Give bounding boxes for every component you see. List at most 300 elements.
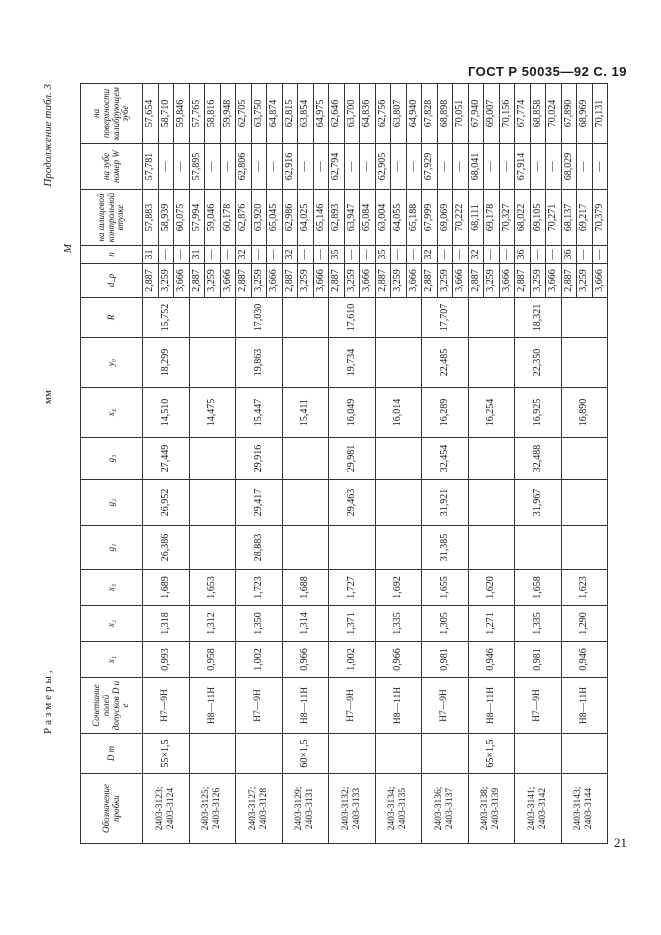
cell-n: — xyxy=(313,246,329,264)
cell-fields: H7—9H xyxy=(422,678,469,734)
cell-r: 18,321 xyxy=(515,298,562,338)
cell-m1: 63,920 xyxy=(251,190,267,246)
header-x1: x₁ xyxy=(81,642,143,678)
cell-m2: 57,895 xyxy=(189,144,205,190)
cell-m1: 64,055 xyxy=(391,190,407,246)
cell-m1: 57,883 xyxy=(143,190,159,246)
cell-m2: — xyxy=(267,144,283,190)
cell-x3: 1,723 xyxy=(236,570,283,606)
cell-g3 xyxy=(468,438,515,480)
cell-g1 xyxy=(329,526,376,570)
cell-m2: 62,905 xyxy=(375,144,391,190)
cell-x1: 0,981 xyxy=(422,642,469,678)
cell-m2: — xyxy=(298,144,314,190)
cell-n: 35 xyxy=(329,246,345,264)
cell-m1: 63,004 xyxy=(375,190,391,246)
cell-x3: 1,655 xyxy=(422,570,469,606)
table-body xyxy=(143,84,608,844)
cell-d-m xyxy=(236,734,283,774)
cell-m2: — xyxy=(251,144,267,190)
cell-fields: H8—11H xyxy=(189,678,236,734)
cell-m1: 69,105 xyxy=(530,190,546,246)
cell-n: — xyxy=(344,246,360,264)
cell-dp: 3,259 xyxy=(577,264,593,298)
cell-x2: 1,314 xyxy=(282,606,329,642)
cell-m3: 58,816 xyxy=(205,84,221,144)
cell-n: — xyxy=(174,246,190,264)
cell-n: — xyxy=(158,246,174,264)
cell-fields: H7—9H xyxy=(329,678,376,734)
cell-r xyxy=(561,298,608,338)
cell-m3: 69,007 xyxy=(484,84,500,144)
cell-m1: 57,994 xyxy=(189,190,205,246)
table-row xyxy=(515,84,531,844)
table-row xyxy=(468,84,484,844)
cell-fields: H8—11H xyxy=(468,678,515,734)
cell-m1: 70,379 xyxy=(592,190,608,246)
data-table xyxy=(80,83,608,844)
cell-designation: 2403-3136; 2403-3137 xyxy=(422,774,469,844)
cell-n: — xyxy=(592,246,608,264)
cell-x3: 1,620 xyxy=(468,570,515,606)
header-m-calib: на поверхности калибрующем зубе xyxy=(81,84,143,144)
cell-x1: 0,981 xyxy=(515,642,562,678)
cell-m1: 62,986 xyxy=(282,190,298,246)
cell-x3: 1,688 xyxy=(282,570,329,606)
cell-m3: 62,756 xyxy=(375,84,391,144)
cell-g1 xyxy=(468,526,515,570)
cell-g3: 32,454 xyxy=(422,438,469,480)
cell-m2: — xyxy=(344,144,360,190)
cell-g1 xyxy=(561,526,608,570)
cell-m3: 62,815 xyxy=(282,84,298,144)
cell-m2: — xyxy=(406,144,422,190)
cell-g2 xyxy=(189,480,236,526)
table-row xyxy=(561,84,577,844)
cell-n: — xyxy=(205,246,221,264)
cell-m3: 70,156 xyxy=(499,84,515,144)
cell-dp: 2,887 xyxy=(329,264,345,298)
cell-m2: 57,781 xyxy=(143,144,159,190)
cell-x2: 1,305 xyxy=(422,606,469,642)
cell-d-m: 65×1,5 xyxy=(468,734,515,774)
cell-x1: 0,946 xyxy=(561,642,608,678)
cell-dp: 3,259 xyxy=(391,264,407,298)
cell-y0 xyxy=(189,338,236,388)
cell-n: — xyxy=(267,246,283,264)
header-g3: g₃ xyxy=(81,438,143,480)
cell-x2: 1,335 xyxy=(515,606,562,642)
cell-m2: — xyxy=(360,144,376,190)
cell-g3 xyxy=(189,438,236,480)
cell-m3: 67,940 xyxy=(468,84,484,144)
cell-m2: 68,029 xyxy=(561,144,577,190)
cell-m3: 70,131 xyxy=(592,84,608,144)
header-fields: Сочетание полей допусков D и e xyxy=(81,678,143,734)
header-m-tooth: на зубе номер W xyxy=(81,144,143,190)
cell-x3: 1,653 xyxy=(189,570,236,606)
cell-designation: 2403-3143; 2403-3144 xyxy=(561,774,608,844)
cell-y0: 19,734 xyxy=(329,338,376,388)
cell-n: — xyxy=(360,246,376,264)
cell-dp: 2,887 xyxy=(422,264,438,298)
cell-m1: 65,045 xyxy=(267,190,283,246)
cell-fields: H8—11H xyxy=(561,678,608,734)
cell-x3: 1,692 xyxy=(375,570,422,606)
table-row xyxy=(375,84,391,844)
cell-m2: — xyxy=(313,144,329,190)
cell-r xyxy=(189,298,236,338)
cell-dp: 3,259 xyxy=(205,264,221,298)
cell-n: — xyxy=(298,246,314,264)
cell-n: 32 xyxy=(236,246,252,264)
cell-m3: 63,750 xyxy=(251,84,267,144)
dimensions-text: Размеры, xyxy=(42,667,54,734)
cell-x4: 14,510 xyxy=(143,388,190,438)
cell-g2: 31,967 xyxy=(515,480,562,526)
cell-g2: 31,921 xyxy=(422,480,469,526)
cell-m2: 62,794 xyxy=(329,144,345,190)
cell-dp: 3,259 xyxy=(298,264,314,298)
cell-m3: 63,700 xyxy=(344,84,360,144)
cell-x2: 1,318 xyxy=(143,606,190,642)
cell-g3: 29,981 xyxy=(329,438,376,480)
cell-x4: 16,925 xyxy=(515,388,562,438)
header-d-m: D m xyxy=(81,734,143,774)
cell-designation: 2403-3138; 2403-3139 xyxy=(468,774,515,844)
cell-m3: 64,874 xyxy=(267,84,283,144)
cell-x2: 1,371 xyxy=(329,606,376,642)
cell-y0: 18,299 xyxy=(143,338,190,388)
cell-m3: 62,705 xyxy=(236,84,252,144)
cell-m3: 68,858 xyxy=(530,84,546,144)
table-row xyxy=(422,84,438,844)
cell-n: 32 xyxy=(468,246,484,264)
header-x3: x₃ xyxy=(81,570,143,606)
unit-label: мм xyxy=(42,390,54,404)
header-g2: g₂ xyxy=(81,480,143,526)
cell-m1: 60,178 xyxy=(220,190,236,246)
cell-m3: 64,940 xyxy=(406,84,422,144)
cell-m3: 70,051 xyxy=(453,84,469,144)
table-row xyxy=(329,84,345,844)
header-y0: y₀ xyxy=(81,338,143,388)
cell-x4: 16,254 xyxy=(468,388,515,438)
cell-x3: 1,623 xyxy=(561,570,608,606)
cell-n: — xyxy=(530,246,546,264)
m-group-label: M xyxy=(62,244,74,254)
cell-m3: 68,969 xyxy=(577,84,593,144)
cell-x4: 16,014 xyxy=(375,388,422,438)
cell-m2: 62,806 xyxy=(236,144,252,190)
cell-d-m xyxy=(329,734,376,774)
cell-dp: 3,666 xyxy=(220,264,236,298)
rotated-table-area xyxy=(42,84,608,844)
cell-m2: 68,041 xyxy=(468,144,484,190)
header-x2: x₂ xyxy=(81,606,143,642)
cell-m2: — xyxy=(546,144,562,190)
cell-m1: 70,271 xyxy=(546,190,562,246)
cell-y0 xyxy=(468,338,515,388)
cell-x2: 1,312 xyxy=(189,606,236,642)
cell-m1: 67,999 xyxy=(422,190,438,246)
header-x4: x₄ xyxy=(81,388,143,438)
cell-designation: 2403-3129; 2403-3131 xyxy=(282,774,329,844)
cell-g2 xyxy=(282,480,329,526)
cell-dp: 3,666 xyxy=(406,264,422,298)
cell-m1: 65,188 xyxy=(406,190,422,246)
cell-d-m xyxy=(375,734,422,774)
cell-y0: 22,350 xyxy=(515,338,562,388)
cell-dp: 2,887 xyxy=(561,264,577,298)
cell-d-m: 55×1,5 xyxy=(143,734,190,774)
header-designation: Обозначение пробки xyxy=(81,774,143,844)
cell-y0: 19,863 xyxy=(236,338,283,388)
cell-x4: 15,447 xyxy=(236,388,283,438)
cell-x4: 16,890 xyxy=(561,388,608,438)
cell-m1: 70,327 xyxy=(499,190,515,246)
cell-m2: 62,916 xyxy=(282,144,298,190)
cell-m3: 67,774 xyxy=(515,84,531,144)
cell-y0: 22,485 xyxy=(422,338,469,388)
cell-r: 15,752 xyxy=(143,298,190,338)
cell-dp: 3,666 xyxy=(453,264,469,298)
cell-n: 36 xyxy=(515,246,531,264)
cell-n: 35 xyxy=(375,246,391,264)
table-row xyxy=(282,84,298,844)
cell-designation: 2403-3141; 2403-3142 xyxy=(515,774,562,844)
cell-dp: 3,259 xyxy=(158,264,174,298)
table-row xyxy=(236,84,252,844)
cell-n: 31 xyxy=(189,246,205,264)
cell-m1: 59,046 xyxy=(205,190,221,246)
cell-g3: 32,488 xyxy=(515,438,562,480)
cell-m1: 68,111 xyxy=(468,190,484,246)
cell-m1: 69,069 xyxy=(437,190,453,246)
cell-dp: 3,259 xyxy=(484,264,500,298)
cell-m1: 69,217 xyxy=(577,190,593,246)
cell-dp: 3,666 xyxy=(267,264,283,298)
cell-m2: — xyxy=(174,144,190,190)
cell-g1: 28,883 xyxy=(236,526,283,570)
cell-x4: 16,289 xyxy=(422,388,469,438)
cell-m1: 65,146 xyxy=(313,190,329,246)
cell-g2: 26,952 xyxy=(143,480,190,526)
cell-dp: 2,887 xyxy=(515,264,531,298)
header-g1: g₁ xyxy=(81,526,143,570)
cell-n: — xyxy=(220,246,236,264)
cell-n: — xyxy=(453,246,469,264)
cell-x2: 1,271 xyxy=(468,606,515,642)
cell-g2: 29,463 xyxy=(329,480,376,526)
cell-m2: — xyxy=(499,144,515,190)
cell-g3: 27,449 xyxy=(143,438,190,480)
cell-r: 17,030 xyxy=(236,298,283,338)
cell-m2: — xyxy=(592,144,608,190)
cell-x2: 1,335 xyxy=(375,606,422,642)
cell-m1: 68,022 xyxy=(515,190,531,246)
cell-dp: 3,666 xyxy=(313,264,329,298)
cell-m2: — xyxy=(391,144,407,190)
cell-dp: 3,666 xyxy=(546,264,562,298)
table-row xyxy=(143,84,159,844)
cell-n: — xyxy=(437,246,453,264)
cell-fields: H7—9H xyxy=(236,678,283,734)
cell-m1: 69,178 xyxy=(484,190,500,246)
cell-dp: 2,887 xyxy=(375,264,391,298)
cell-g1 xyxy=(282,526,329,570)
cell-d-m xyxy=(422,734,469,774)
cell-n: — xyxy=(391,246,407,264)
cell-g1: 31,385 xyxy=(422,526,469,570)
header-dp: d_p xyxy=(81,264,143,298)
cell-dp: 3,666 xyxy=(360,264,376,298)
cell-n: 31 xyxy=(143,246,159,264)
page-header: ГОСТ Р 50035—92 С. 19 xyxy=(467,64,627,79)
continuation-label: Продолжение табл. 3 xyxy=(42,84,54,187)
cell-m3: 63,807 xyxy=(391,84,407,144)
cell-m2: — xyxy=(577,144,593,190)
cell-x1: 1,002 xyxy=(236,642,283,678)
cell-m1: 68,137 xyxy=(561,190,577,246)
cell-m3: 58,710 xyxy=(158,84,174,144)
cell-fields: H8—11H xyxy=(282,678,329,734)
cell-designation: 2403-3123; 2403-3124 xyxy=(143,774,190,844)
cell-designation: 2403-3132; 2403-3133 xyxy=(329,774,376,844)
cell-m2: — xyxy=(205,144,221,190)
cell-m2: — xyxy=(484,144,500,190)
cell-n: 36 xyxy=(561,246,577,264)
cell-r xyxy=(468,298,515,338)
cell-g3 xyxy=(561,438,608,480)
cell-x1: 0,993 xyxy=(143,642,190,678)
cell-g2 xyxy=(468,480,515,526)
rotated-content xyxy=(42,84,608,844)
cell-x1: 0,966 xyxy=(375,642,422,678)
cell-x1: 0,946 xyxy=(468,642,515,678)
cell-dp: 2,887 xyxy=(189,264,205,298)
header-row xyxy=(81,84,143,844)
cell-m3: 57,654 xyxy=(143,84,159,144)
cell-y0 xyxy=(282,338,329,388)
cell-m1: 65,084 xyxy=(360,190,376,246)
cell-dp: 2,887 xyxy=(282,264,298,298)
cell-m2: — xyxy=(437,144,453,190)
cell-m1: 64,025 xyxy=(298,190,314,246)
cell-r xyxy=(375,298,422,338)
cell-m1: 60,075 xyxy=(174,190,190,246)
cell-m3: 68,898 xyxy=(437,84,453,144)
cell-m3: 70,024 xyxy=(546,84,562,144)
cell-dp: 2,887 xyxy=(468,264,484,298)
cell-m1: 62,876 xyxy=(236,190,252,246)
cell-y0 xyxy=(561,338,608,388)
header-m-master: на шлицевой контрольной втулке xyxy=(81,190,143,246)
cell-x1: 0,966 xyxy=(282,642,329,678)
cell-g3 xyxy=(282,438,329,480)
cell-d-m xyxy=(561,734,608,774)
cell-g3 xyxy=(375,438,422,480)
cell-m2: 67,929 xyxy=(422,144,438,190)
cell-fields: H8—11H xyxy=(375,678,422,734)
cell-dp: 3,259 xyxy=(437,264,453,298)
cell-m1: 70,222 xyxy=(453,190,469,246)
cell-m2: — xyxy=(220,144,236,190)
cell-y0 xyxy=(375,338,422,388)
cell-m2: — xyxy=(158,144,174,190)
cell-m1: 63,947 xyxy=(344,190,360,246)
cell-dp: 3,666 xyxy=(592,264,608,298)
page-number: 21 xyxy=(614,835,627,850)
cell-g2 xyxy=(375,480,422,526)
cell-x3: 1,727 xyxy=(329,570,376,606)
cell-m2: 67,914 xyxy=(515,144,531,190)
header-r: R xyxy=(81,298,143,338)
cell-dp: 3,666 xyxy=(174,264,190,298)
cell-designation: 2403-3127; 2403-3128 xyxy=(236,774,283,844)
cell-m1: 58,939 xyxy=(158,190,174,246)
cell-x4: 16,049 xyxy=(329,388,376,438)
cell-dp: 3,259 xyxy=(251,264,267,298)
dimensions-label xyxy=(42,354,54,734)
cell-n: — xyxy=(484,246,500,264)
cell-x2: 1,290 xyxy=(561,606,608,642)
cell-g2: 29,417 xyxy=(236,480,283,526)
cell-n: — xyxy=(499,246,515,264)
cell-x4: 15,411 xyxy=(282,388,329,438)
cell-r xyxy=(282,298,329,338)
cell-m3: 57,765 xyxy=(189,84,205,144)
cell-m2: — xyxy=(530,144,546,190)
cell-dp: 3,666 xyxy=(499,264,515,298)
cell-x1: 0,958 xyxy=(189,642,236,678)
cell-n: 32 xyxy=(282,246,298,264)
cell-m3: 67,828 xyxy=(422,84,438,144)
cell-dp: 3,259 xyxy=(530,264,546,298)
cell-x2: 1,350 xyxy=(236,606,283,642)
cell-m3: 59,846 xyxy=(174,84,190,144)
cell-fields: H7—9H xyxy=(143,678,190,734)
cell-m3: 63,854 xyxy=(298,84,314,144)
cell-dp: 3,259 xyxy=(344,264,360,298)
cell-n: 32 xyxy=(422,246,438,264)
cell-m1: 62,893 xyxy=(329,190,345,246)
cell-n: — xyxy=(546,246,562,264)
cell-designation: 2403-3134; 2403-3135 xyxy=(375,774,422,844)
cell-r: 17,707 xyxy=(422,298,469,338)
cell-r: 17,610 xyxy=(329,298,376,338)
cell-d-m: 60×1,5 xyxy=(282,734,329,774)
cell-g1 xyxy=(189,526,236,570)
cell-x1: 1,002 xyxy=(329,642,376,678)
cell-m3: 64,836 xyxy=(360,84,376,144)
cell-n: — xyxy=(577,246,593,264)
cell-g1 xyxy=(375,526,422,570)
cell-x4: 14,475 xyxy=(189,388,236,438)
cell-g1: 26,386 xyxy=(143,526,190,570)
cell-m3: 67,890 xyxy=(561,84,577,144)
cell-m3: 59,948 xyxy=(220,84,236,144)
cell-x3: 1,658 xyxy=(515,570,562,606)
cell-m3: 62,646 xyxy=(329,84,345,144)
cell-g3: 29,916 xyxy=(236,438,283,480)
cell-n: — xyxy=(251,246,267,264)
cell-g1 xyxy=(515,526,562,570)
cell-m2: — xyxy=(453,144,469,190)
cell-d-m xyxy=(515,734,562,774)
cell-fields: H7—9H xyxy=(515,678,562,734)
header-n: n xyxy=(81,246,143,264)
